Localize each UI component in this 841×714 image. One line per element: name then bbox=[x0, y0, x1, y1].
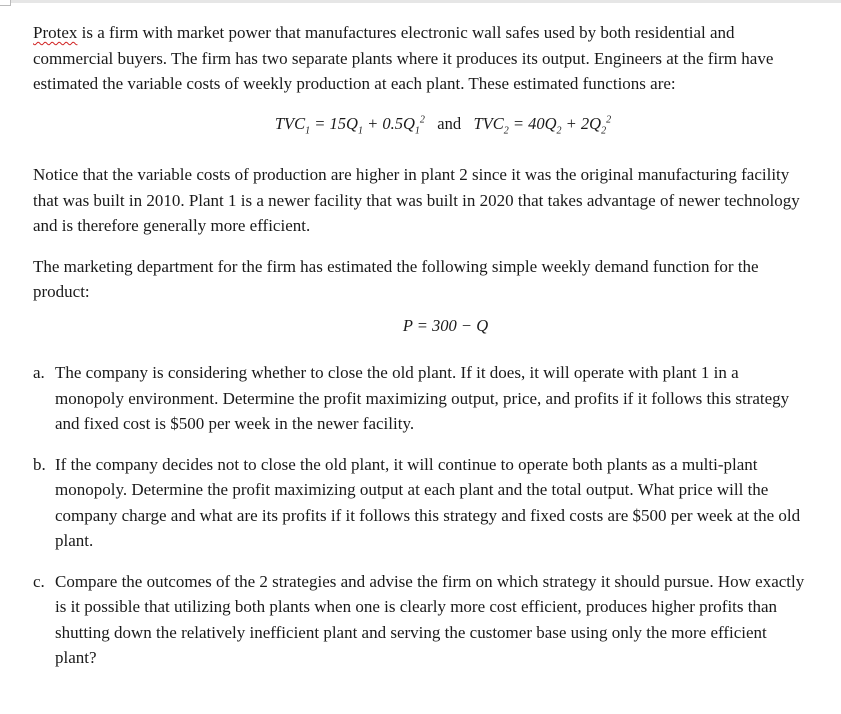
question-list bbox=[33, 360, 808, 671]
question-text: Compare the outcomes of the 2 strategies and advise the firm on which strategy it should pursue. How exactly is it possible that utilizing both plants when one is clearly more cost efficient, produces higher profits than shutting down the relatively inefficient plant and serving the customer base using only the more efficient plant? bbox=[55, 571, 805, 667]
tvc1-equation: $TVC_1 = 15Q_1 + 0.5Q_1^2$ bbox=[274, 113, 425, 136]
equation-and: and bbox=[437, 113, 462, 133]
intro-paragraph bbox=[33, 20, 808, 97]
intro-text: is a firm with market power that manufactures electronic wall safes used by both residential and commercial buyers. The firm has two separate plants where it produces its output. Engineers at the firm have estimated the variable costs of weekly production at each plant. These estimated functions are: bbox=[33, 23, 774, 93]
window-top-edge bbox=[0, 0, 841, 3]
notice-paragraph: Notice that the variable costs of production are higher in plant 2 since it was the original manufacturing facility that was built in 2010. Plant 1 is a newer facility that was built in 2020 that takes advantage of newer technology and is therefore generally more efficient. bbox=[33, 165, 800, 235]
question-b bbox=[33, 452, 808, 554]
question-a bbox=[33, 360, 808, 437]
question-label: b. bbox=[33, 454, 46, 474]
question-text: The company is considering whether to close the old plant. If it does, it will operate with plant 1 in a monopoly environment. Determine the profit maximizing output, price, and profits if it follows this strategy and fixed cost is $500 per week in the newer facility. bbox=[55, 363, 790, 433]
question-c bbox=[33, 569, 808, 671]
question-label: c. bbox=[33, 571, 45, 591]
question-label: a. bbox=[33, 363, 45, 382]
demand-equation: P = 300 − Q bbox=[402, 315, 489, 335]
tvc2-equation: $TVC_2 = 40Q_2 + 2Q_2^2$ bbox=[473, 113, 612, 136]
marketing-paragraph: The marketing department for the firm has estimated the following simple weekly demand function for the product: bbox=[33, 256, 759, 301]
document-body bbox=[33, 20, 808, 686]
corner-handle bbox=[0, 0, 11, 6]
question-text: If the company decides not to close the old plant, it will continue to operate both plants as a multi-plant monopoly. Determine the profit maximizing output at each plant and the total output. What price will the company charge and what are its profits if it follows this strategy and fixed costs are $500 per week at the old plant. bbox=[55, 454, 801, 550]
spellcheck-word: Protex bbox=[33, 23, 78, 42]
cost-equations bbox=[33, 111, 808, 137]
